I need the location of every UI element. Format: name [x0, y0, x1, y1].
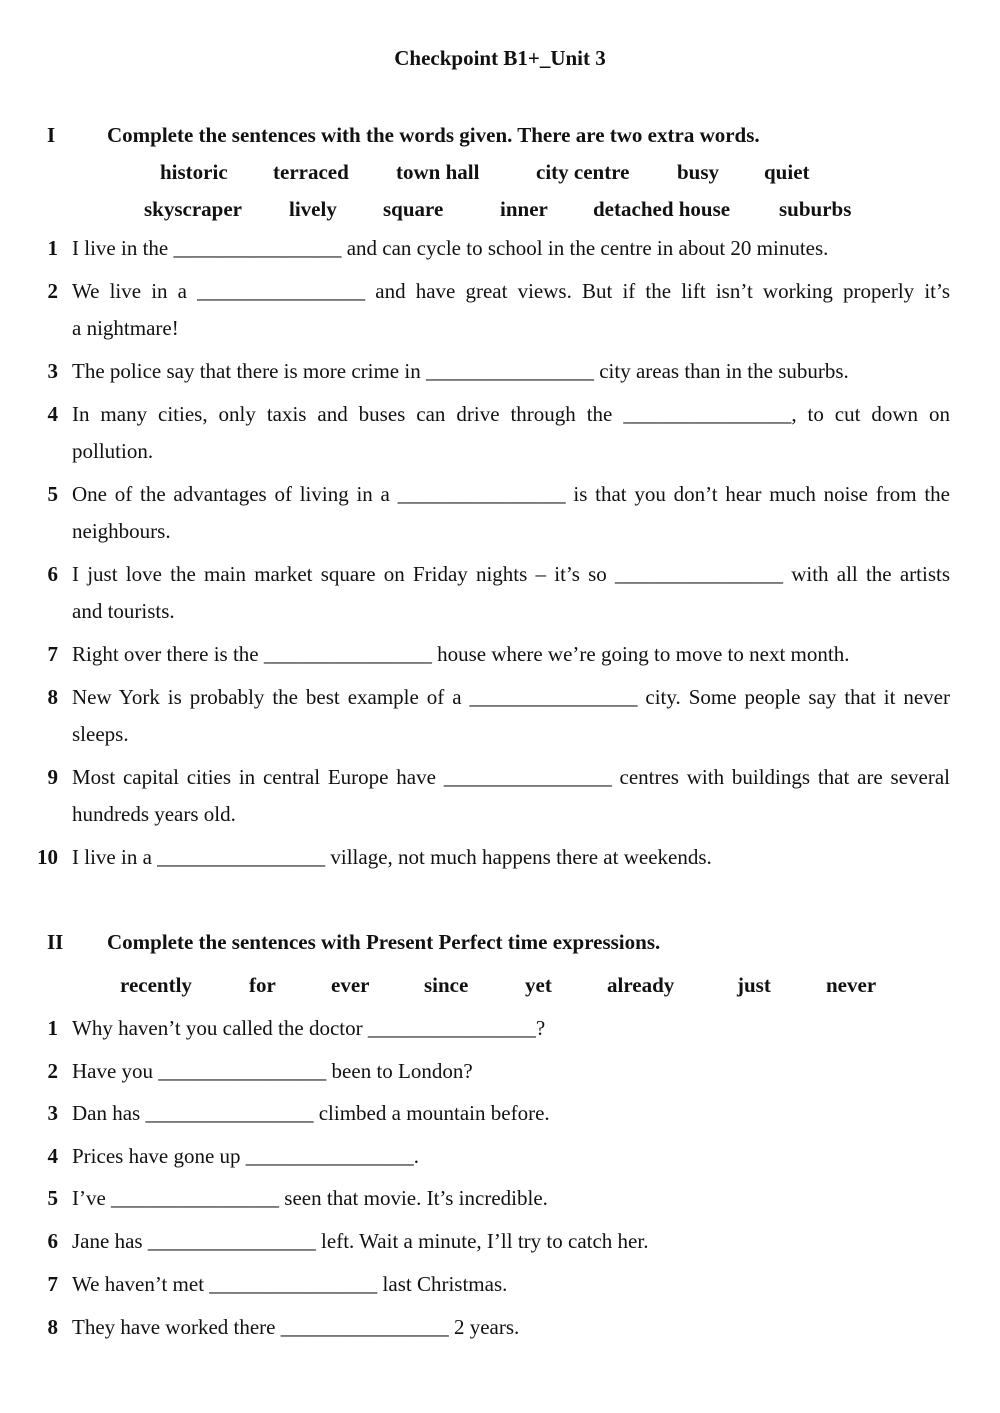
- word-bank-item: detached house: [593, 197, 731, 221]
- question-number: 2: [47, 279, 58, 303]
- word-bank-item: ever: [331, 973, 370, 997]
- question-text-continuation: hundreds years old.: [72, 802, 236, 826]
- question-number: 1: [47, 236, 58, 260]
- question-number: 5: [47, 482, 58, 506]
- question-text: Why haven’t you called the doctor ________________?: [72, 1016, 546, 1040]
- question-text: Dan has ________________ climbed a mountain before.: [72, 1101, 550, 1125]
- question-text: We haven’t met ________________ last Christmas.: [72, 1272, 508, 1296]
- question-text-continuation: pollution.: [72, 439, 154, 463]
- word-bank-item: quiet: [764, 160, 810, 184]
- question-text: Jane has ________________ left. Wait a minute, I’ll try to catch her.: [72, 1229, 649, 1253]
- word-bank-item: skyscraper: [144, 197, 242, 221]
- question-text: I live in the ________________ and can cycle to school in the centre in about 20 minutes.: [72, 236, 829, 260]
- question-text: We live in a ________________ and have great views. But if the lift isn’t working properly it’s: [72, 279, 950, 303]
- word-bank-item: busy: [677, 160, 720, 184]
- word-bank-item: terraced: [273, 160, 349, 184]
- question-number: 8: [47, 685, 58, 709]
- question-text: Prices have gone up ________________.: [72, 1144, 420, 1168]
- question-number: 10: [37, 845, 58, 869]
- word-bank-item: yet: [525, 973, 552, 997]
- word-bank-item: just: [737, 973, 771, 997]
- page-title: Checkpoint B1+_Unit 3: [394, 46, 606, 70]
- word-bank-item: town hall: [396, 160, 480, 184]
- word-bank-item: for: [249, 973, 276, 997]
- question-text-continuation: sleeps.: [72, 722, 129, 746]
- word-bank-item: suburbs: [779, 197, 852, 221]
- section-2-instruction: Complete the sentences with Present Perfect time expressions.: [107, 930, 661, 954]
- question-number: 3: [47, 1101, 58, 1125]
- word-bank-item: historic: [160, 160, 228, 184]
- question-number: 4: [47, 1144, 58, 1168]
- question-number: 1: [47, 1016, 58, 1040]
- word-bank-item: recently: [120, 973, 192, 997]
- question-text: The police say that there is more crime in ________________ city areas than in the suburbs.: [72, 359, 849, 383]
- section-1-number: I: [47, 123, 56, 147]
- word-bank-item: already: [607, 973, 675, 997]
- question-number: 4: [47, 402, 58, 426]
- question-number: 7: [47, 1272, 58, 1296]
- question-number: 6: [47, 1229, 58, 1253]
- word-bank-item: since: [424, 973, 469, 997]
- word-bank-item: never: [826, 973, 877, 997]
- word-bank-item: lively: [289, 197, 337, 221]
- question-text: Right over there is the ________________ house where we’re going to move to next month.: [72, 642, 850, 666]
- question-number: 7: [47, 642, 58, 666]
- question-number: 6: [47, 562, 58, 586]
- question-text: I live in a ________________ village, not much happens there at weekends.: [72, 845, 712, 869]
- question-text: In many cities, only taxis and buses can drive through the ________________, to cut down on: [72, 402, 950, 426]
- question-number: 9: [47, 765, 58, 789]
- word-bank-item: square: [383, 197, 444, 221]
- question-text: Most capital cities in central Europe have ________________ centres with buildings that are several: [72, 765, 950, 789]
- section-2-number: II: [47, 930, 64, 954]
- word-bank-item: city centre: [536, 160, 630, 184]
- question-text: One of the advantages of living in a ________________ is that you don’t hear much noise from the: [72, 482, 950, 506]
- word-bank-item: inner: [500, 197, 548, 221]
- question-text: Have you ________________ been to London?: [72, 1059, 473, 1083]
- question-text-continuation: a nightmare!: [72, 316, 179, 340]
- question-number: 8: [47, 1315, 58, 1339]
- question-text-continuation: and tourists.: [72, 599, 175, 623]
- question-text: They have worked there ________________ 2 years.: [72, 1315, 520, 1339]
- question-number: 5: [47, 1186, 58, 1210]
- question-text: I just love the main market square on Friday nights – it’s so ________________ with all the artists: [72, 562, 950, 586]
- section-1-instruction: Complete the sentences with the words given. There are two extra words.: [107, 123, 760, 147]
- question-number: 2: [47, 1059, 58, 1083]
- question-text-continuation: neighbours.: [72, 519, 171, 543]
- question-text: New York is probably the best example of a ________________ city. Some people say that it never: [72, 685, 950, 709]
- question-number: 3: [47, 359, 58, 383]
- question-text: I’ve ________________ seen that movie. It’s incredible.: [72, 1186, 548, 1210]
